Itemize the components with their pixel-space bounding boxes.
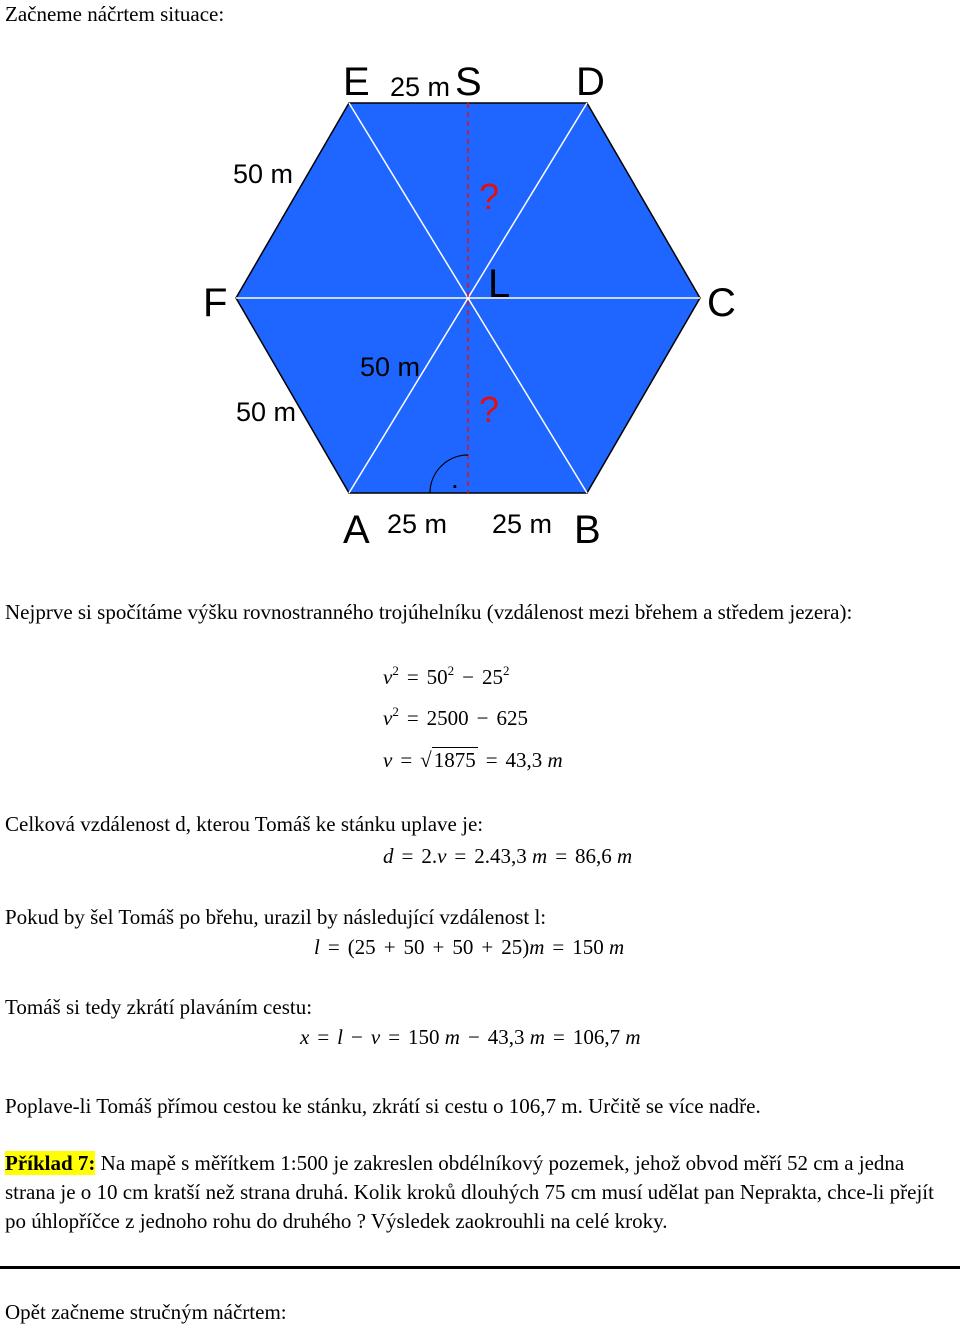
sqrt-symbol: √1875	[420, 748, 476, 772]
vertex-a: A	[343, 508, 370, 552]
example-text: Na mapě s měřítkem 1:500 je zakreslen obdélníkový pozemek, jehož obvod měří 52 cm a jedna strana je o 10 cm kratší než strana druhá. Kolik kroků dlouhých 75 cm musí udělat pan Neprakta, chce-li přejít po úhlopříčce z jednoho rohu do druhého ? Výsledek zaokrouhli na celé kroky.	[5, 1151, 934, 1233]
paragraph-height: Nejprve si spočítáme výšku rovnostranného trojúhelníku (vzdálenost mezi břehem a středem jezera):	[5, 600, 853, 624]
vertex-d: D	[576, 60, 605, 104]
equation-4: d = 2.v = 2.43,3 m = 86,6 m	[383, 844, 633, 868]
vertex-l: L	[488, 262, 511, 306]
paragraph-shore-distance: Pokud by šel Tomáš po břehu, urazil by následující vzdálenost l:	[5, 905, 547, 929]
label-bottom-right-25: 25 m	[492, 509, 553, 539]
label-left-lower-50: 50 m	[236, 397, 297, 427]
vertex-s: S	[455, 60, 482, 104]
vertex-e: E	[343, 60, 370, 104]
label-inner-50: 50 m	[360, 352, 421, 382]
dot-mark: .	[451, 463, 459, 494]
outro-text: Opět začneme stručným náčrtem:	[5, 1300, 287, 1324]
paragraph-total-distance: Celková vzdálenost d, kterou Tomáš ke stánku uplave je:	[5, 812, 484, 836]
paragraph-conclusion: Poplave-li Tomáš přímou cestou ke stánku, zkrátí si cestu o 106,7 m. Určitě se více nadře.	[5, 1094, 761, 1118]
label-top-25: 25 m	[390, 72, 451, 102]
vertex-c: C	[707, 281, 736, 325]
question-upper: ?	[479, 176, 500, 217]
horizontal-rule	[0, 1266, 960, 1269]
equation-6: x = l − v = 150 m − 43,3 m = 106,7 m	[300, 1025, 641, 1049]
label-left-upper-50: 50 m	[233, 159, 294, 189]
equation-5: l = (25 + 50 + 50 + 25)m = 150 m	[314, 935, 625, 959]
vertex-b: B	[574, 508, 601, 552]
label-bottom-left-25: 25 m	[387, 509, 448, 539]
example-7	[5, 1149, 955, 1236]
question-lower: ?	[479, 389, 500, 430]
equation-2: $v^2 = 2500 - 625$	[383, 704, 529, 730]
intro-text: Začneme náčrtem situace:	[5, 2, 225, 26]
paragraph-shortcut: Tomáš si tedy zkrátí plaváním cestu:	[5, 995, 313, 1019]
hexagon-diagram	[0, 30, 960, 590]
equation-1: $v^2 = 50^2 - 25^2$	[383, 663, 510, 689]
equation-3: v = √1875 = 43,3 m	[383, 746, 563, 775]
vertex-f: F	[203, 281, 228, 325]
example-label: Příklad 7:	[5, 1151, 96, 1175]
